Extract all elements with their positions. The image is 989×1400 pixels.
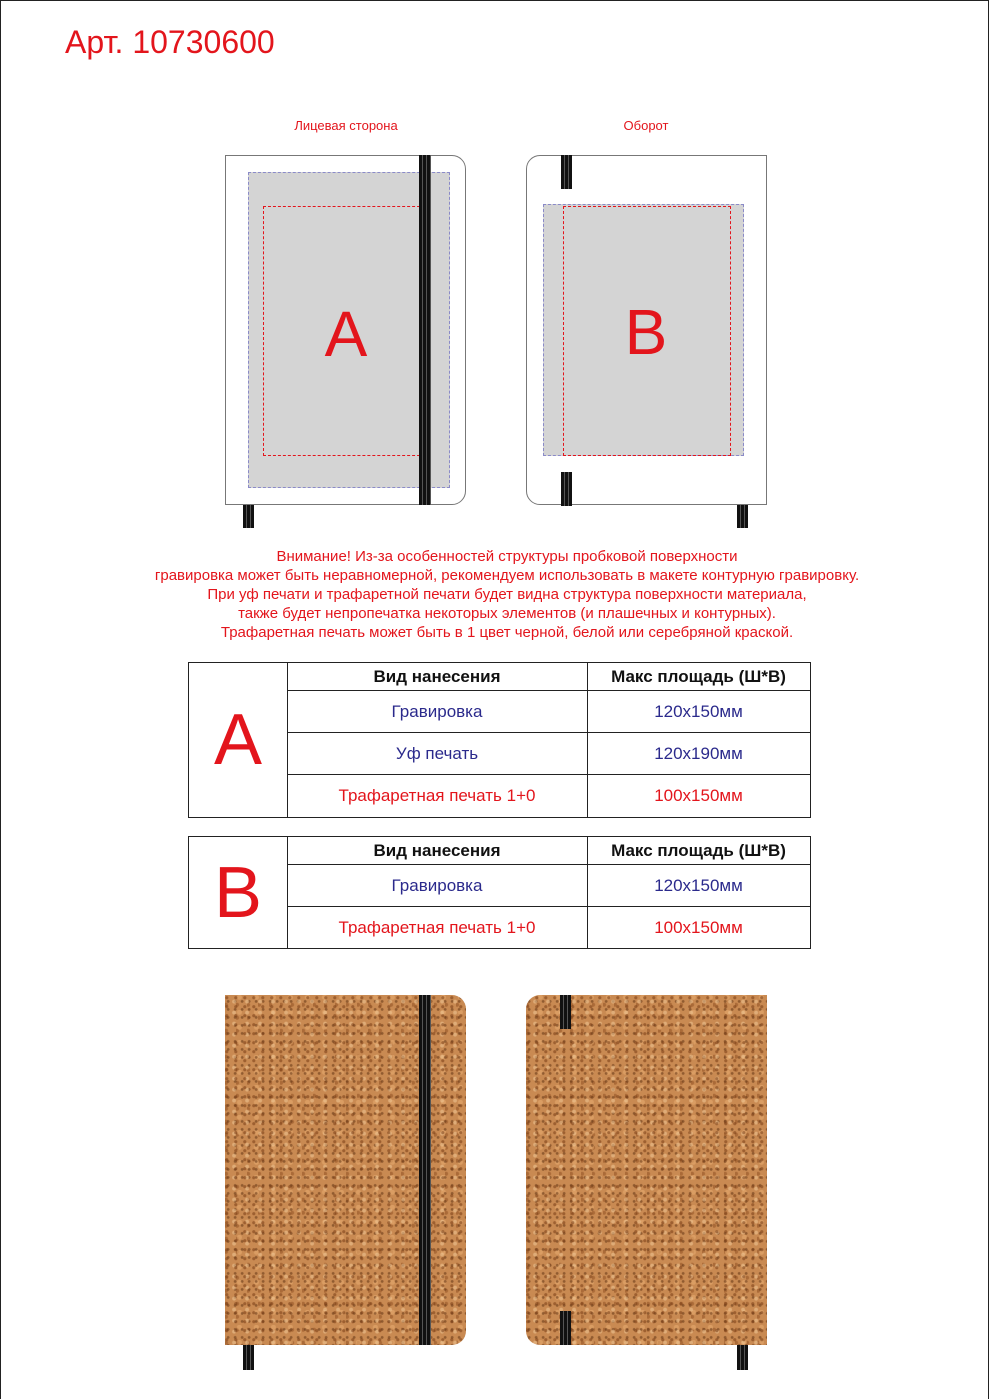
table-header xyxy=(287,663,810,691)
elastic-strap xyxy=(419,155,431,505)
notice-line: также будет непропечатка некоторых элементов (и плашечных и контурных). xyxy=(238,605,776,622)
notice-line: гравировка может быть неравномерной, рекомендуем использовать в макете контурную гравировку. xyxy=(154,567,860,584)
area-cell: 120х150мм xyxy=(654,875,743,895)
method-cell: Трафаретная печать 1+0 xyxy=(287,907,588,948)
header-area: Макс площадь (Ш*В) xyxy=(611,666,786,686)
bookmark-ribbon xyxy=(243,505,254,528)
table-a-letter: A xyxy=(189,663,288,817)
elastic-strap-top xyxy=(560,995,571,1029)
table-row xyxy=(287,865,810,907)
bookmark-ribbon xyxy=(243,1345,254,1370)
elastic-strap xyxy=(419,995,431,1345)
area-cell: 120х150мм xyxy=(654,701,743,721)
zone-a-letter: A xyxy=(324,298,368,370)
back-cover-schematic xyxy=(526,155,767,505)
area-cell: 100х150мм xyxy=(654,917,743,937)
table-row xyxy=(287,907,810,948)
back-side-label: Оборот xyxy=(623,118,669,133)
header-method: Вид нанесения xyxy=(287,663,588,690)
table-zone-a xyxy=(188,662,811,818)
notice-line: Внимание! Из-за особенностей структуры пробковой поверхности xyxy=(276,548,738,565)
method-cell: Уф печать xyxy=(287,733,588,774)
table-header xyxy=(287,837,810,865)
header-area: Макс площадь (Ш*В) xyxy=(611,840,786,860)
elastic-strap-top xyxy=(561,155,572,189)
method-cell: Гравировка xyxy=(287,865,588,906)
area-cell: 100х150мм xyxy=(654,786,743,805)
header-method: Вид нанесения xyxy=(287,837,588,864)
cork-notebook-back-image xyxy=(526,995,767,1345)
method-cell: Гравировка xyxy=(287,691,588,732)
notice-line: Трафаретная печать может быть в 1 цвет черной, белой или серебряной краской. xyxy=(220,624,794,641)
front-cover-schematic xyxy=(225,155,466,505)
zone-b-letter: B xyxy=(624,296,668,368)
table-row xyxy=(287,691,810,733)
table-zone-b xyxy=(188,836,811,949)
area-cell: 120х190мм xyxy=(654,743,743,763)
front-side-label: Лицевая сторона xyxy=(294,118,398,133)
table-b-letter: B xyxy=(189,837,288,948)
bookmark-ribbon-back xyxy=(737,505,748,528)
table-row xyxy=(287,775,810,817)
article-title: Арт. 10730600 xyxy=(65,24,275,60)
table-row xyxy=(287,733,810,775)
method-cell: Трафаретная печать 1+0 xyxy=(287,775,588,817)
elastic-strap-bottom xyxy=(560,1311,571,1345)
notice-line: При уф печати и трафаретной печати будет видна структура поверхности материала, xyxy=(207,586,807,603)
cork-notebook-front-image xyxy=(225,995,466,1345)
bookmark-ribbon-back xyxy=(737,1345,748,1370)
elastic-strap-bottom xyxy=(561,472,572,506)
warning-notice xyxy=(0,547,989,642)
